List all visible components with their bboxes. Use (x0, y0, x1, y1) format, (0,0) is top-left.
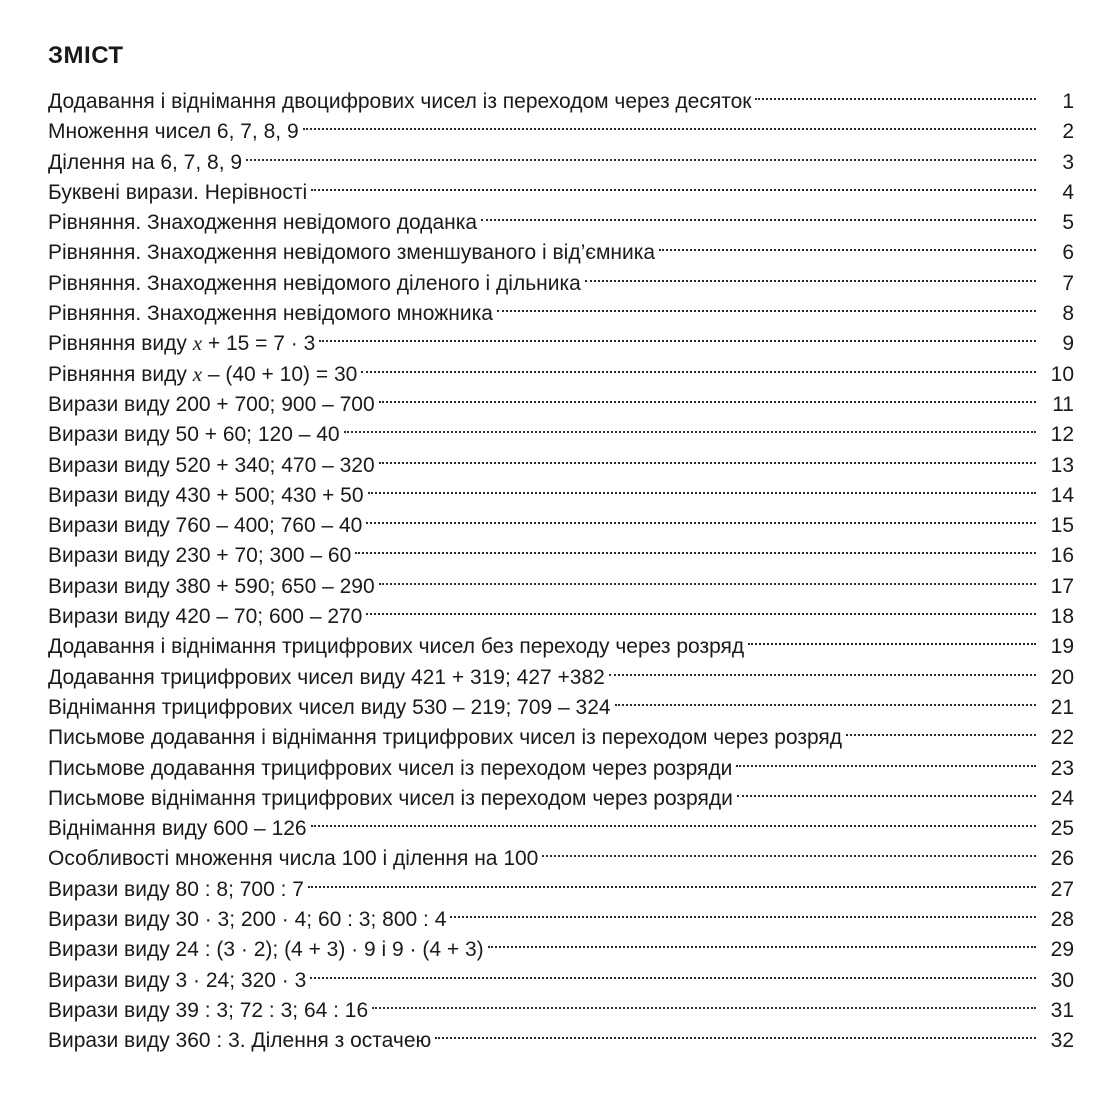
toc-entry-title: Вирази виду 760 – 400; 760 – 40 (48, 514, 363, 538)
toc-entry-page-number: 8 (1062, 302, 1074, 326)
toc-entry-title: Рівняння виду x – (40 + 10) = 30 (48, 361, 358, 386)
dot-leader (366, 593, 1036, 623)
dot-leader (311, 805, 1036, 835)
toc-entry-page-number: 29 (1050, 938, 1074, 962)
dot-leader (303, 108, 1036, 138)
toc-entry-page-number: 17 (1050, 574, 1074, 598)
toc-entry-title: Вирази виду 230 + 70; 300 – 60 (48, 544, 352, 568)
toc-entry-page-number: 27 (1050, 877, 1074, 901)
dot-leader (755, 78, 1036, 108)
toc-entry-page-number: 24 (1050, 786, 1074, 810)
dot-leader (308, 866, 1036, 896)
toc-entry-title: Особливості множення числа 100 і ділення на 100 (48, 847, 539, 871)
dot-leader (585, 260, 1036, 290)
dot-leader (615, 684, 1036, 714)
toc-entry (48, 78, 1074, 113)
toc-entry-title: Вирази виду 200 + 700; 900 – 700 (48, 392, 375, 416)
toc-entry-page-number: 31 (1050, 998, 1074, 1022)
toc-entry-title: Множення чисел 6, 7, 8, 9 (48, 120, 299, 144)
toc-entry-title: Віднімання трицифрових чисел виду 530 – 219; 709 – 324 (48, 695, 611, 719)
toc-entry-title: Вирази виду 430 + 500; 430 + 50 (48, 483, 364, 507)
toc-entry-title: Рівняння. Знаходження невідомого діленого і дільника (48, 271, 581, 295)
dot-leader (748, 623, 1036, 653)
dot-leader (737, 775, 1036, 805)
toc-entry-page-number: 18 (1050, 605, 1074, 629)
toc-entry-page-number: 21 (1050, 695, 1074, 719)
dot-leader (355, 532, 1036, 562)
dot-leader (659, 229, 1036, 259)
toc-list (48, 78, 1074, 1053)
toc-entry-page-number: 16 (1050, 544, 1074, 568)
toc-entry-title: Вирази виду 50 + 60; 120 – 40 (48, 423, 340, 447)
dot-leader (379, 381, 1036, 411)
toc-entry-title: Рівняння. Знаходження невідомого зменшуваного і від’ємника (48, 241, 656, 265)
page-title: ЗМІСТ (48, 42, 124, 69)
dot-leader (481, 199, 1036, 229)
toc-entry-title: Письмове додавання і віднімання трицифрових чисел із переходом через розряд (48, 726, 843, 750)
dot-leader (379, 442, 1036, 472)
dot-leader (310, 957, 1036, 987)
toc-entry-page-number: 23 (1050, 756, 1074, 780)
toc-entry-page-number: 14 (1050, 483, 1074, 507)
toc-entry-title: Вирази виду 360 : 3. Ділення з остачею (48, 1029, 432, 1053)
toc-entry-title: Рівняння. Знаходження невідомого множника (48, 302, 493, 326)
toc-entry-title: Вирази виду 24 : (3 · 2); (4 + 3) · 9 і 9 · (4 + 3) (48, 938, 484, 962)
toc-entry-title: Віднімання виду 600 – 126 (48, 817, 307, 841)
toc-entry-page-number: 1 (1062, 90, 1074, 113)
dot-leader (450, 896, 1036, 926)
toc-entry-title: Письмове віднімання трицифрових чисел із переходом через розряди (48, 786, 733, 810)
toc-entry-title: Вирази виду 520 + 340; 470 – 320 (48, 453, 375, 477)
toc-entry-page-number: 13 (1050, 453, 1074, 477)
toc-entry-title: Рівняння. Знаходження невідомого доданка (48, 211, 478, 235)
table-of-contents (48, 40, 1074, 1053)
toc-entry-page-number: 3 (1062, 150, 1074, 174)
toc-entry-page-number: 11 (1052, 392, 1074, 416)
toc-entry-page-number: 20 (1050, 665, 1074, 689)
dot-leader (435, 1017, 1036, 1047)
dot-leader (246, 139, 1036, 169)
toc-entry-title: Додавання і віднімання двоцифрових чисел із переходом через десяток (48, 90, 752, 113)
toc-entry-page-number: 32 (1050, 1029, 1074, 1053)
toc-entry-title: Вирази виду 3 · 24; 320 · 3 (48, 968, 307, 992)
toc-entry-page-number: 30 (1050, 968, 1074, 992)
dot-leader (497, 290, 1036, 320)
toc-entry-title: Вирази виду 420 – 70; 600 – 270 (48, 605, 363, 629)
dot-leader (488, 926, 1036, 956)
dot-leader (361, 351, 1036, 381)
dot-leader (344, 411, 1036, 441)
dot-leader (542, 835, 1036, 865)
toc-entry-title: Вирази виду 39 : 3; 72 : 3; 64 : 16 (48, 998, 369, 1022)
toc-entry-page-number: 25 (1050, 817, 1074, 841)
toc-entry-page-number: 5 (1062, 211, 1074, 235)
dot-leader (366, 502, 1036, 532)
dot-leader (372, 987, 1036, 1017)
toc-entry-title: Додавання і віднімання трицифрових чисел без переходу через розряд (48, 635, 745, 659)
dot-leader (311, 169, 1036, 199)
toc-entry-page-number: 26 (1050, 847, 1074, 871)
dot-leader (609, 654, 1036, 684)
toc-entry-title: Додавання трицифрових чисел виду 421 + 319; 427 +382 (48, 665, 605, 689)
toc-entry-page-number: 2 (1062, 120, 1074, 144)
dot-leader (379, 563, 1036, 593)
toc-entry-page-number: 28 (1050, 908, 1074, 932)
toc-entry-title: Ділення на 6, 7, 8, 9 (48, 150, 243, 174)
toc-entry-page-number: 9 (1062, 332, 1074, 356)
toc-entry-title: Вирази виду 30 · 3; 200 · 4; 60 : 3; 800 : 4 (48, 908, 447, 932)
toc-entry-title: Вирази виду 80 : 8; 700 : 7 (48, 877, 304, 901)
toc-entry-title: Вирази виду 380 + 590; 650 – 290 (48, 574, 375, 598)
dot-leader (368, 472, 1036, 502)
toc-entry-title: Буквені вирази. Нерівності (48, 180, 308, 204)
toc-entry-page-number: 4 (1062, 180, 1074, 204)
toc-entry-page-number: 7 (1062, 271, 1074, 295)
toc-entry-page-number: 15 (1050, 514, 1074, 538)
toc-entry-page-number: 12 (1050, 423, 1074, 447)
toc-entry-page-number: 6 (1062, 241, 1074, 265)
toc-entry-page-number: 19 (1050, 635, 1074, 659)
dot-leader (319, 320, 1036, 350)
dot-leader (736, 745, 1036, 775)
toc-entry-page-number: 10 (1050, 362, 1074, 386)
toc-entry-title: Рівняння виду x + 15 = 7 · 3 (48, 331, 316, 356)
toc-entry-title: Письмове додавання трицифрових чисел із переходом через розряди (48, 756, 733, 780)
dot-leader (846, 714, 1036, 744)
toc-entry-page-number: 22 (1050, 726, 1074, 750)
